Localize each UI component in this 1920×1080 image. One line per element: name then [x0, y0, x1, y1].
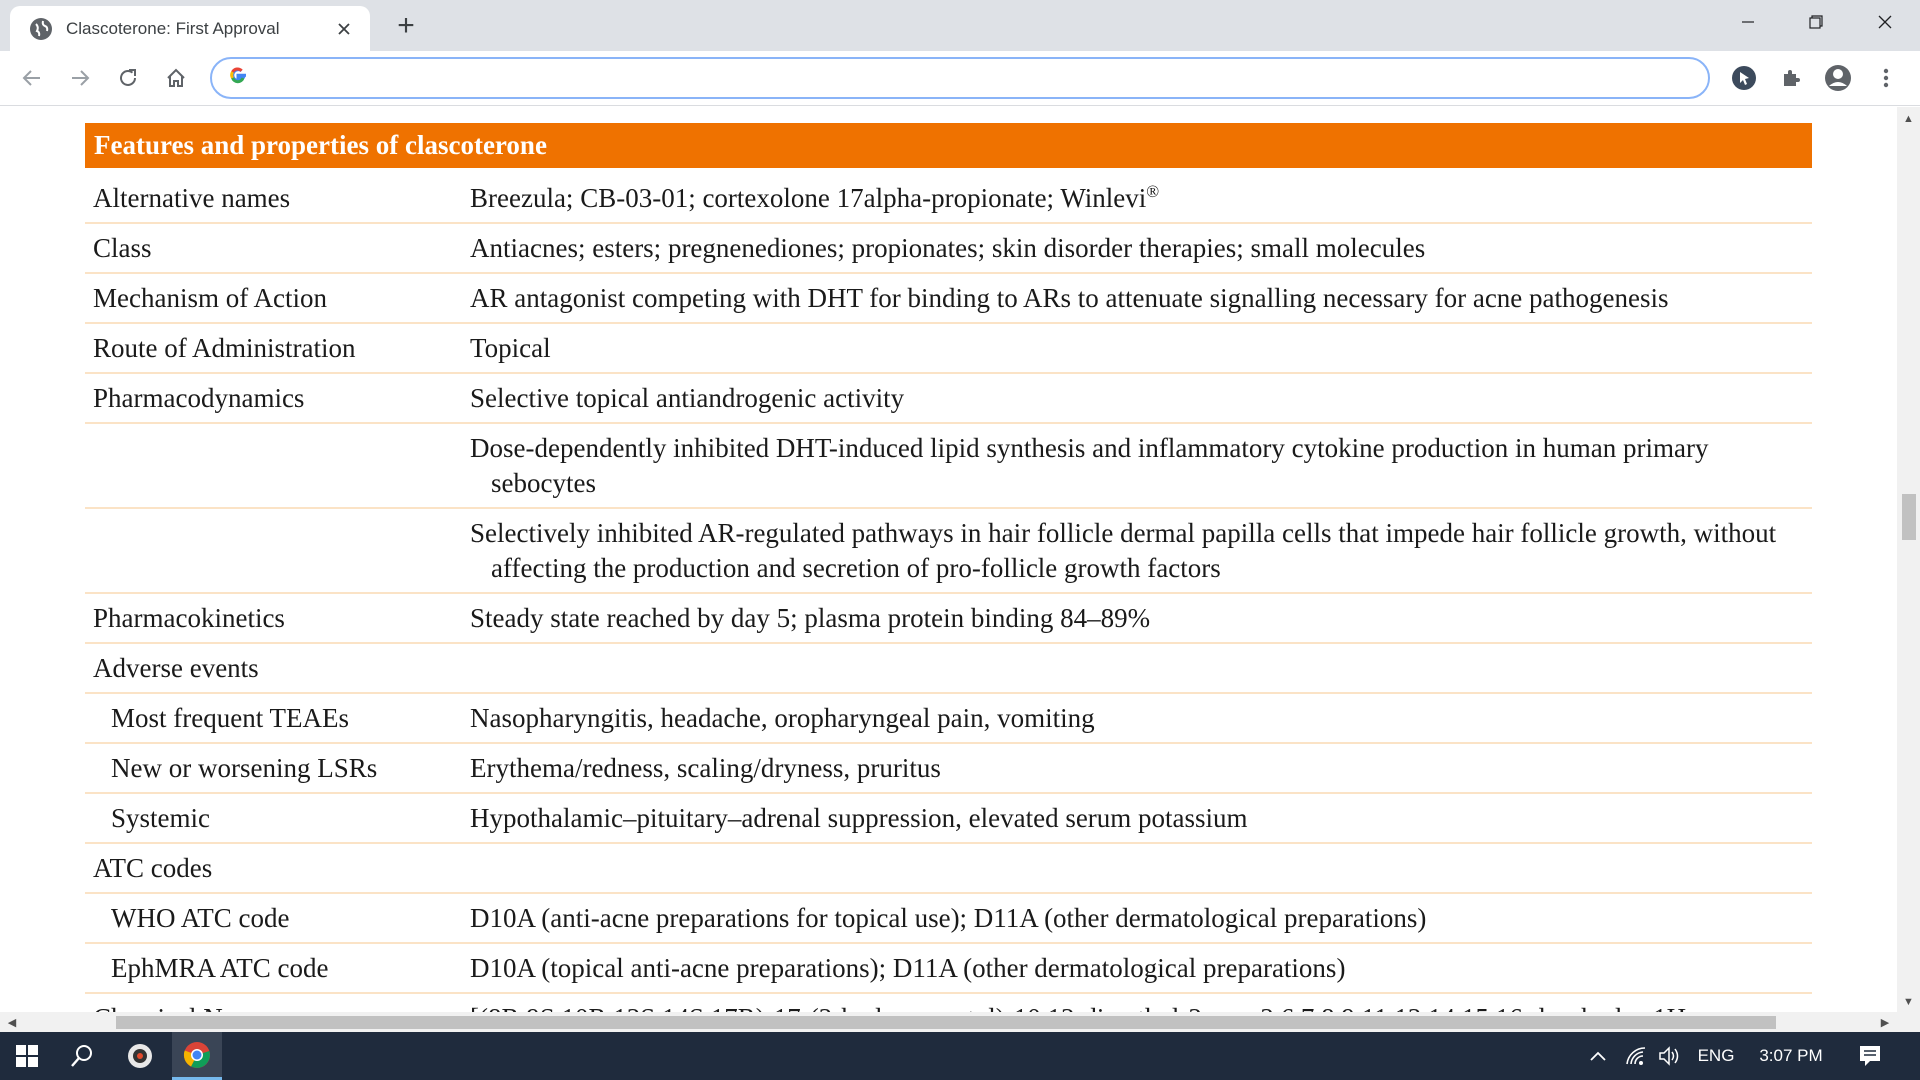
row-value-cell [470, 843, 1812, 893]
reload-button[interactable] [110, 60, 146, 96]
network-icon[interactable] [1622, 1032, 1650, 1080]
table-row [85, 323, 1812, 373]
search-button[interactable] [58, 1032, 106, 1080]
globe-icon [30, 18, 52, 40]
cursor-extension-icon[interactable] [1726, 60, 1762, 96]
row-value [470, 951, 1812, 986]
tab-close-icon[interactable] [332, 17, 356, 41]
row-value [470, 381, 1812, 416]
table-row [85, 693, 1812, 743]
row-value-cell [470, 223, 1812, 273]
row-label [85, 423, 470, 508]
vertical-scroll-thumb[interactable] [1902, 494, 1916, 540]
clock[interactable] [1750, 1032, 1832, 1080]
row-label: ATC codes [85, 843, 470, 893]
table-row [85, 843, 1812, 893]
row-value-cell [470, 373, 1812, 423]
row-value-text: Antiacnes; esters; pregnenediones; propionates; skin disorder therapies; small molecules [470, 233, 1426, 263]
table-row [85, 643, 1812, 693]
row-value-cell [470, 893, 1812, 943]
volume-icon[interactable] [1655, 1032, 1687, 1080]
row-label: Pharmacodynamics [85, 373, 470, 423]
google-icon [228, 65, 248, 91]
row-value [470, 231, 1812, 266]
row-value-cell [470, 643, 1812, 693]
table-row [85, 423, 1812, 508]
features-table [85, 174, 1812, 1080]
close-window-button[interactable] [1862, 4, 1908, 40]
row-value-text: Dose-dependently inhibited DHT-induced lipid synthesis and inflammatory cytokine production in human primary sebocytes [470, 433, 1709, 498]
row-label: Alternative names [85, 174, 470, 223]
scrollbar-corner [1897, 1012, 1920, 1032]
features-header: Features and properties of clascoterone [85, 123, 1812, 168]
browser-toolbar [0, 51, 1920, 106]
table-row [85, 223, 1812, 273]
scroll-up-arrow-icon[interactable]: ▲ [1903, 113, 1914, 125]
row-label: New or worsening LSRs [85, 743, 470, 793]
table-row [85, 893, 1812, 943]
tab-strip [0, 0, 1920, 51]
action-center-button[interactable] [1852, 1032, 1888, 1080]
scroll-right-arrow-icon[interactable]: ▶ [1880, 1016, 1890, 1029]
registered-trademark-mark: ® [1146, 182, 1160, 201]
row-value [470, 281, 1812, 316]
row-label: Mechanism of Action [85, 273, 470, 323]
row-label [85, 508, 470, 593]
row-value-text: D10A (topical anti-acne preparations); D11A (other dermatological preparations) [470, 953, 1346, 983]
row-value [470, 601, 1812, 636]
new-tab-button[interactable]: + [397, 9, 415, 42]
row-label: Adverse events [85, 643, 470, 693]
row-value-cell [470, 743, 1812, 793]
tab-title: Clascoterone: First Approval [66, 18, 280, 38]
row-label: Pharmacokinetics [85, 593, 470, 643]
start-button[interactable] [0, 1032, 54, 1080]
row-value-text: Selectively inhibited AR-regulated pathways in hair follicle dermal papilla cells that impede hair follicle growth, without affecting the production and secretion of pro-follicle growth factors [470, 518, 1777, 583]
row-value [470, 431, 1812, 501]
clock-time: 3:07 PM [1759, 1046, 1823, 1065]
address-input[interactable] [260, 68, 1708, 88]
table-row [85, 943, 1812, 993]
row-value-cell [470, 174, 1812, 223]
row-value [470, 181, 1812, 216]
row-value-cell [470, 593, 1812, 643]
row-value [470, 901, 1812, 936]
table-row [85, 373, 1812, 423]
row-label: Class [85, 223, 470, 273]
row-label: EphMRA ATC code [85, 943, 470, 993]
forward-button[interactable] [62, 60, 98, 96]
features-box [85, 123, 1812, 1080]
notification-icon [1858, 1044, 1882, 1068]
media-player-icon [126, 1042, 154, 1070]
table-row [85, 593, 1812, 643]
minimize-button[interactable] [1725, 4, 1771, 40]
horizontal-scrollbar[interactable] [0, 1012, 1897, 1032]
table-row [85, 508, 1812, 593]
restore-button[interactable] [1793, 4, 1839, 40]
home-button[interactable] [158, 60, 194, 96]
row-label: WHO ATC code [85, 893, 470, 943]
windows-taskbar [0, 1032, 1920, 1080]
row-value-text: Nasopharyngitis, headache, oropharyngeal pain, vomiting [470, 703, 1095, 733]
tab-active[interactable] [10, 6, 370, 51]
row-value-text: AR antagonist competing with DHT for binding to ARs to attenuate signalling necessary for acne pathogenesis [470, 283, 1669, 313]
chrome-icon [183, 1041, 211, 1069]
taskbar-app-media[interactable] [116, 1032, 164, 1080]
address-bar[interactable] [210, 57, 1710, 99]
vertical-scrollbar[interactable] [1897, 107, 1920, 1012]
back-button[interactable] [14, 60, 50, 96]
page-viewport [0, 107, 1897, 1012]
row-value [470, 751, 1812, 786]
row-label: Most frequent TEAEs [85, 693, 470, 743]
table-row [85, 174, 1812, 223]
row-label: Route of Administration [85, 323, 470, 373]
row-value-cell [470, 943, 1812, 993]
row-value-text: Erythema/redness, scaling/dryness, pruritus [470, 753, 941, 783]
table-row [85, 743, 1812, 793]
search-icon [70, 1044, 94, 1068]
row-value-cell [470, 508, 1812, 593]
row-value-text: Topical [470, 333, 551, 363]
row-value-cell [470, 423, 1812, 508]
row-value-text: Breezula; CB-03-01; cortexolone 17alpha-propionate; Winlevi [470, 183, 1147, 213]
row-value [470, 516, 1812, 586]
windows-icon [15, 1044, 39, 1068]
row-value-cell [470, 273, 1812, 323]
row-value-cell [470, 793, 1812, 843]
row-value-text: D10A (anti-acne preparations for topical use); D11A (other dermatological preparations) [470, 903, 1427, 933]
row-value-text: Steady state reached by day 5; plasma protein binding 84–89% [470, 603, 1151, 633]
scroll-left-arrow-icon[interactable]: ◀ [7, 1016, 17, 1029]
row-value [470, 331, 1812, 366]
row-label: Systemic [85, 793, 470, 843]
show-hidden-icons-chevron-icon[interactable] [1585, 1032, 1611, 1080]
profile-icon[interactable] [1820, 60, 1856, 96]
row-value-cell [470, 323, 1812, 373]
table-row [85, 793, 1812, 843]
table-row [85, 273, 1812, 323]
menu-dots-icon[interactable] [1868, 60, 1904, 96]
language-indicator[interactable] [1692, 1032, 1740, 1080]
row-value-text: Hypothalamic–pituitary–adrenal suppression, elevated serum potassium [470, 803, 1248, 833]
horizontal-scroll-thumb[interactable] [116, 1016, 1776, 1029]
extensions-icon[interactable] [1773, 60, 1809, 96]
row-value [470, 801, 1812, 836]
row-value [470, 701, 1812, 736]
row-value-text: Selective topical antiandrogenic activity [470, 383, 905, 413]
taskbar-app-chrome[interactable] [172, 1032, 222, 1080]
row-value-cell [470, 693, 1812, 743]
language-label: ENG [1697, 1046, 1735, 1065]
scroll-down-arrow-icon[interactable]: ▼ [1903, 996, 1914, 1008]
